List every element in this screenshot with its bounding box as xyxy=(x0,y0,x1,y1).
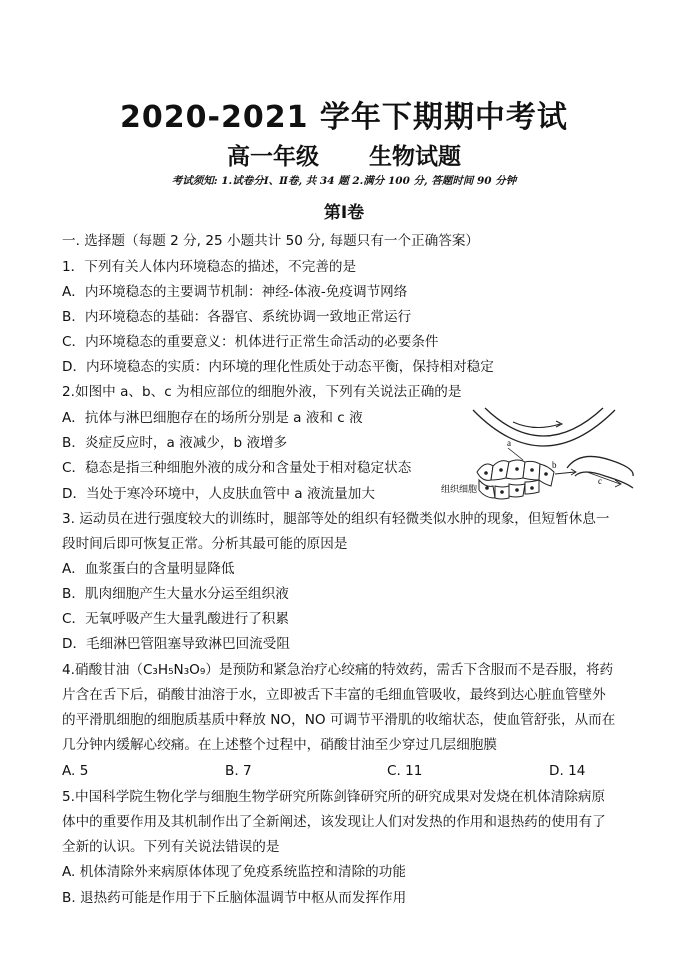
question-2-option-a: A．抗体与淋巴细胞存在的场所分别是 a 液和 c 液 xyxy=(62,410,363,426)
label-b: b xyxy=(552,460,557,470)
exam-subtitle xyxy=(0,138,688,171)
grade-label: 高一年级 xyxy=(226,144,319,170)
question-1-option-c: C．内环境稳态的重要意义：机体进行正常生命活动的必要条件 xyxy=(62,334,439,350)
question-5-option-b: B. 退热药可能是作用于下丘脑体温调节中枢从而发挥作用 xyxy=(62,890,407,906)
question-3-option-b: B．肌肉细胞产生大量水分运至组织液 xyxy=(62,586,289,602)
question-3-option-d: D．毛细淋巴管阻塞导致淋巴回流受阻 xyxy=(62,636,290,652)
exam-title: 2020-2021 学年下期期中考试 xyxy=(120,100,568,135)
label-c: c xyxy=(598,476,602,486)
question-4-stem-line-2: 片含在舌下后，硝酸甘油溶于水，立即被舌下丰富的毛细血管吸收，最终到达心脏血管壁外 xyxy=(62,687,606,703)
exam-notice: 考试须知: 1.试卷分Ⅰ、Ⅱ卷, 共 34 题 2.满分 100 分, 答题时间 90 分钟 xyxy=(171,175,517,187)
tissue-cells xyxy=(477,460,554,499)
question-3-option-c: C．无氧呼吸产生大量乳酸进行了积累 xyxy=(62,611,289,627)
question-2-stem: 2.如图中 a、b、c 为相应部位的细胞外液，下列有关说法正确的是 xyxy=(62,384,462,400)
question-4-options xyxy=(62,762,622,780)
question-4-stem-line-4: 几分钟内缓解心绞痛。在上述整个过程中，硝酸甘油至少穿过几层细胞膜 xyxy=(62,737,497,753)
question-4-stem-line-3: 的平滑肌细胞的细胞质基质中释放 NO，NO 可调节平滑肌的收缩状态，使血管舒张，从而在 xyxy=(62,712,616,728)
question-4-option-c: C. 11 xyxy=(387,763,423,779)
question-4-stem-line-1: 4.硝酸甘油（C₃H₅N₃O₉）是预防和紧急治疗心绞痛的特效药，需舌下含服而不是吞服，将药 xyxy=(62,662,614,678)
figure-caption: 组织细胞 xyxy=(441,485,478,495)
question-1-option-d: D．内环境稳态的实质：内环境的理化性质处于动态平衡，保持相对稳定 xyxy=(62,359,494,375)
question-2-option-c: C．稳态是指三种细胞外液的成分和含量处于相对稳定状态 xyxy=(62,460,412,476)
question-1-stem: 1．下列有关人体内环境稳态的描述，不完善的是 xyxy=(62,259,357,275)
question-4-option-a: A. 5 xyxy=(62,763,89,779)
question-5-stem-line-2: 体中的重要作用及其机制作出了全新阐述，该发现让人们对发热的作用和退热药的使用有了 xyxy=(62,814,606,830)
question-1-option-b: B．内环境稳态的基础：各器官、系统协调一致地正常运行 xyxy=(62,309,412,325)
section-title: 第Ⅰ卷 xyxy=(323,203,365,223)
label-a: a xyxy=(507,438,511,448)
question-4-option-d: D. 14 xyxy=(549,763,586,779)
question-3-stem-line-2: 段时间后即可恢复正常。分析其最可能的原因是 xyxy=(62,536,348,552)
part-heading: 一. 选择题（每题 2 分, 25 小题共计 50 分, 每题只有一个正确答案） xyxy=(62,233,480,249)
question-5-option-a: A. 机体清除外来病原体体现了免疫系统监控和清除的功能 xyxy=(62,864,406,880)
question-1-option-a: A．内环境稳态的主要调节机制：神经-体液-免疫调节网络 xyxy=(62,284,408,300)
subject-label: 生物试题 xyxy=(369,144,462,170)
question-2-option-b: B．炎症反应时，a 液减少，b 液增多 xyxy=(62,435,288,451)
question-5-stem-line-3: 全新的认识。下列有关说法错误的是 xyxy=(62,839,280,855)
question-3-stem-line-1: 3. 运动员在进行强度较大的训练时，腿部等处的组织有轻微类似水肿的现象，但短暂休息一 xyxy=(62,511,610,527)
question-4-option-b: B. 7 xyxy=(225,763,252,779)
question-2-option-d: D．当处于寒冷环境中，人皮肤血管中 a 液流量加大 xyxy=(62,486,375,502)
question-5-stem-line-1: 5.中国科学院生物化学与细胞生物学研究所陈剑锋研究所的研究成果对发烧在机体清除病原 xyxy=(62,789,606,805)
tissue-fluid-diagram xyxy=(435,402,635,504)
question-3-option-a: A．血浆蛋白的含量明显降低 xyxy=(62,561,235,577)
